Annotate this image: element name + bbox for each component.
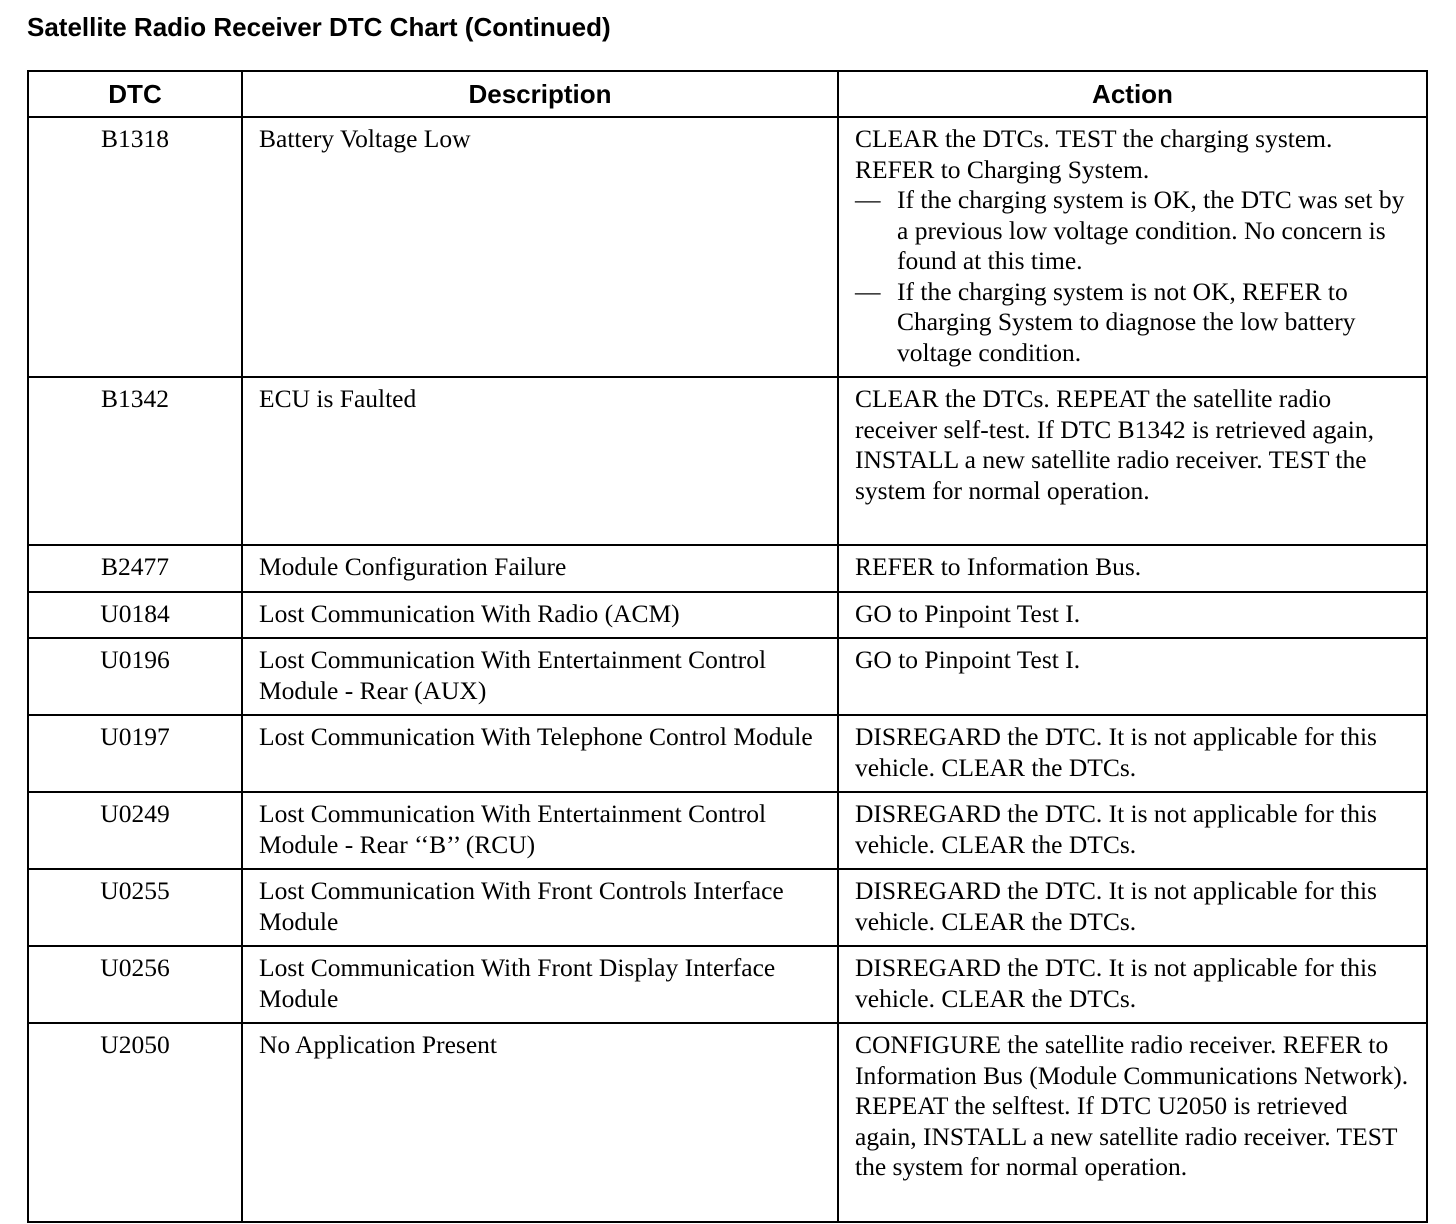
dtc-description: Lost Communication With Entertainment Control Module - Rear ‘‘B’’ (RCU) bbox=[242, 792, 838, 869]
table-header-row bbox=[28, 71, 1427, 117]
table-row bbox=[28, 117, 1427, 377]
dash-bullet: — bbox=[855, 276, 881, 306]
dtc-description: Lost Communication With Radio (ACM) bbox=[242, 592, 838, 639]
table-row bbox=[28, 792, 1427, 869]
dtc-description: Lost Communication With Front Display Interface Module bbox=[242, 946, 838, 1023]
dtc-code: U2050 bbox=[28, 1023, 242, 1222]
action-text: CLEAR the DTCs. TEST the charging system. REFER to Charging System. bbox=[855, 124, 1333, 184]
dtc-action: DISREGARD the DTC. It is not applicable for this vehicle. CLEAR the DTCs. bbox=[838, 715, 1427, 792]
dtc-action: DISREGARD the DTC. It is not applicable for this vehicle. CLEAR the DTCs. bbox=[838, 869, 1427, 946]
dtc-description: ECU is Faulted bbox=[242, 377, 838, 545]
dtc-description: Battery Voltage Low bbox=[242, 117, 838, 377]
table-row bbox=[28, 377, 1427, 545]
action-condition-text: If the charging system is OK, the DTC was set by a previous low voltage condition. No concern is found at this time. bbox=[897, 185, 1405, 275]
table-row bbox=[28, 638, 1427, 715]
dtc-description: Lost Communication With Front Controls Interface Module bbox=[242, 869, 838, 946]
dtc-action: REFER to Information Bus. bbox=[838, 545, 1427, 592]
dtc-code: B1342 bbox=[28, 377, 242, 545]
dtc-code: U0197 bbox=[28, 715, 242, 792]
dtc-action: DISREGARD the DTC. It is not applicable for this vehicle. CLEAR the DTCs. bbox=[838, 946, 1427, 1023]
dtc-table bbox=[27, 70, 1428, 1223]
dtc-description: Lost Communication With Entertainment Control Module - Rear (AUX) bbox=[242, 638, 838, 715]
dtc-code: U0196 bbox=[28, 638, 242, 715]
table-row bbox=[28, 715, 1427, 792]
action-condition-list bbox=[855, 185, 1410, 368]
dtc-action: GO to Pinpoint Test I. bbox=[838, 638, 1427, 715]
action-condition-item bbox=[855, 277, 1410, 369]
dtc-code: U0184 bbox=[28, 592, 242, 639]
dtc-action: DISREGARD the DTC. It is not applicable for this vehicle. CLEAR the DTCs. bbox=[838, 792, 1427, 869]
dtc-action: CLEAR the DTCs. REPEAT the satellite radio receiver self-test. If DTC B1342 is retrieved again, INSTALL a new satellite radio receiver. TEST the system for normal operation. bbox=[838, 377, 1427, 545]
dtc-description: Module Configuration Failure bbox=[242, 545, 838, 592]
dtc-action bbox=[838, 117, 1427, 377]
column-header-dtc: DTC bbox=[28, 71, 242, 117]
table-row bbox=[28, 946, 1427, 1023]
dtc-description: Lost Communication With Telephone Control Module bbox=[242, 715, 838, 792]
table-row bbox=[28, 869, 1427, 946]
dtc-description: No Application Present bbox=[242, 1023, 838, 1222]
table-row bbox=[28, 1023, 1427, 1222]
table-row bbox=[28, 545, 1427, 592]
dtc-action: GO to Pinpoint Test I. bbox=[838, 592, 1427, 639]
page-title: Satellite Radio Receiver DTC Chart (Continued) bbox=[27, 12, 611, 42]
dash-bullet: — bbox=[855, 185, 881, 214]
dtc-code: U0249 bbox=[28, 792, 242, 869]
column-header-action: Action bbox=[838, 71, 1427, 117]
action-condition-text: If the charging system is not OK, REFER to Charging System to diagnose the low battery voltage condition. bbox=[897, 276, 1356, 367]
column-header-description: Description bbox=[242, 71, 838, 117]
dtc-code: B1318 bbox=[28, 117, 242, 377]
dtc-code: B2477 bbox=[28, 545, 242, 592]
dtc-code: U0256 bbox=[28, 946, 242, 1023]
table-row bbox=[28, 592, 1427, 639]
dtc-code: U0255 bbox=[28, 869, 242, 946]
dtc-action: CONFIGURE the satellite radio receiver. REFER to Information Bus (Module Communications Network). REPEAT the selftest. If DTC U2050 is retrieved again, INSTALL a new satellite radio receiver. TEST the system for normal operation. bbox=[838, 1023, 1427, 1222]
action-condition-item bbox=[855, 185, 1410, 277]
